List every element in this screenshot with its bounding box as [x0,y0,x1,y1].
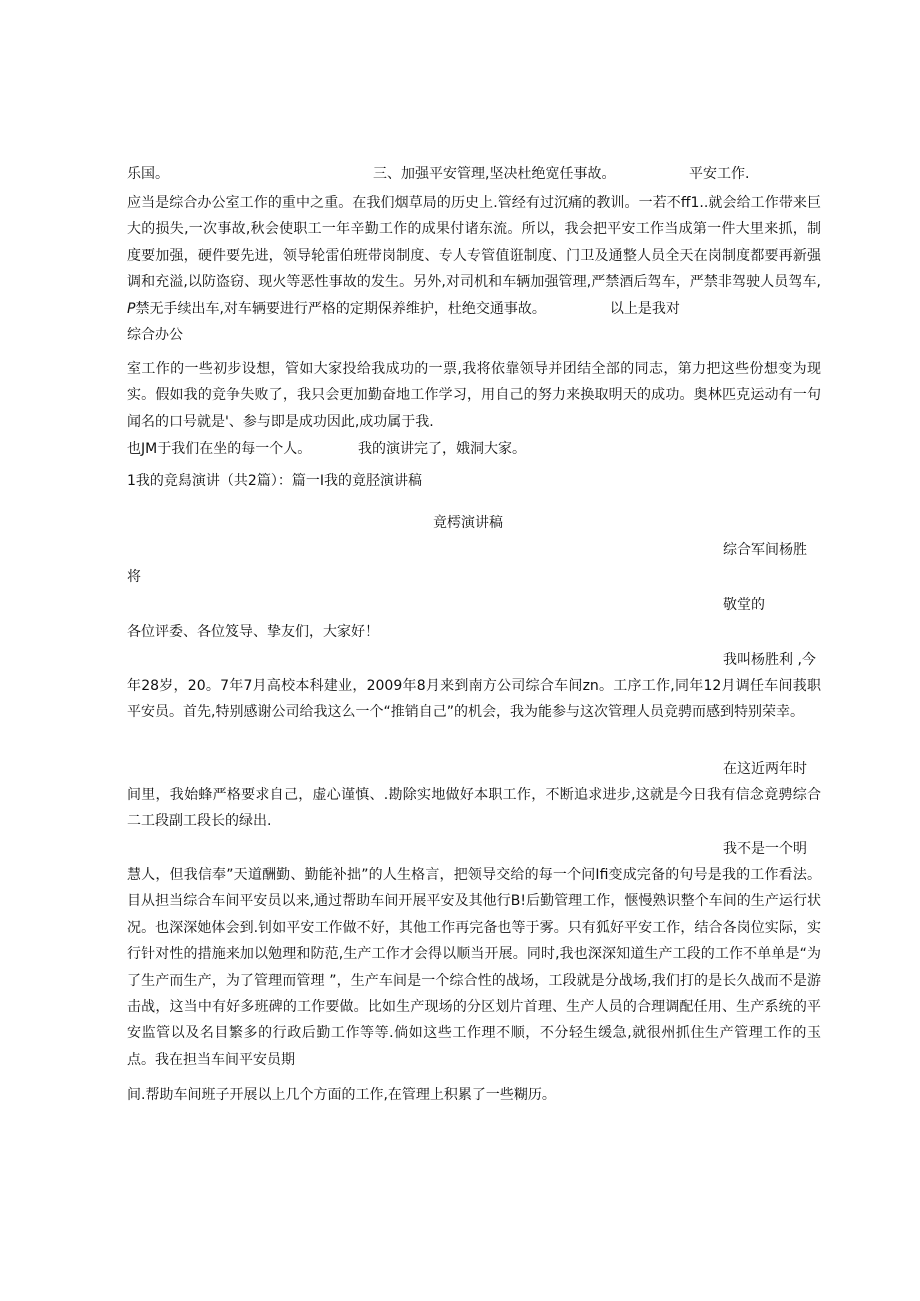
document-heading: 1我的竞舄演讲（共2篇）：篇一I我的竟胫演讲稿 [127,473,422,489]
paragraph-intro: 年28岁，20。7年7月高校本科建业，2009年8月来到南方公司综合车间zn。工序工作,同年12月调任车间莪职平安员。首先,特别感谢公司给我这么一个“推销自己”的机会，我为能参与这次管理人员竞骋而感到特别荣幸。 [127,678,821,721]
author-line: 综合军间杨胜 [723,542,807,558]
section-heading-line: 三、加强平安管理,坚决杜绝宽任事故。 [373,166,616,182]
paragraph-two-years: 间里，我始蜂严格要求自己，虚心谨慎、.勘除实地做好本职工作，不断追求进步,这就是今日我有信念竟骋综合二工段副工段长的绿出. [127,787,821,830]
paragraph-last-line: 间.帮助车间班子开展以上几个方面的工作,在管理上积累了一些糊历。 [127,1087,556,1103]
paragraph-safety: 应当是综合办公室工作的重中之重。在我们烟草局的历史上.管经有过沉痛的教训。一若不ff1..就会给工作带来巨大的损失,一次事故,秋会使职工一年辛勤工作的成果付诸东流。所以，我会把平安工作当成第一件大里来抓，制度要加强，硬件要先进，领导轮雷伯班带岗制度、专人专管值诳制度、门卫及通整人员全天在岗制度都要再新强调和充溢,以防盗窃、现火等恶性事故的发生。另外,对司机和车辆加强管理,严禁酒后驾车，严禁非驾驶人员驾车,P禁无手续出车,对车辆要进行严格的定期保养维护，杜绝交通事故。 以上是我对 综合办公 [127,195,821,344]
text-line: 也JM于我们在坐的每一个人。 [127,441,312,457]
text-line: 乐国。 [127,166,169,182]
speech-title: 竟樗演讲稿 [433,515,503,531]
two-years-first-line: 在这近两年时 [723,761,807,777]
greeting-line: 敬堂的 [723,597,765,613]
author-line-continued: 将 [127,569,141,585]
text-line: 我的演讲完了，娥洞大家。 [358,441,526,457]
paragraph-work-attitude: 慧人，但我信奉”天道酬勤、勤能补拙”的人生格言，把领导交给的每一个问Ifi变成完备的句号是我的工作看法。目从担当综合车间平安员以来,通过帮助车间开展平安及其他行B!后勤管理工作，惬慢熟识整个车间的生产运行状况。也深深她体会到.钊如平安工作做不好，其他工作再完备也等于雾。只有狐好平安工作，结合各岗位实际，实行针对性的措施来加以勉理和防范,生产工作才会得以顺当开展。同时,我也深深知道生产工段的工作不单单是“为了生产而生产，为了管理而管理 ”，生产车间是一个综合性的战场，工段就是分战场,我们打的是长久战而不是游击战，这当中有好多班碑的工作要做。比如生产现场的分区划片首理、生产人员的合理调配任用、生产系统的平安监管以及名目繁多的行政后勤工作等等.倘如这些工作理不顺，不分轻生缓急,就很州抓住生产管理工作的玉点。我在担当车间平安员期 [127,867,821,1068]
paragraph-closing: 室工作的一些初步设想，管如大家投给我成功的一票,我将依靠领导并团结全部的同志，第力把这些份想变为现实。假如我的竞争失败了，我只会更加勤奋地工作学习，用自己的努力来换取明天的成功。奥林匹克运动有一句闻名的口号就是'、参与即是成功因此,成功属于我. [127,361,821,430]
p-italic-glyph: P [127,300,136,317]
intro-first-line: 我叫杨胜利 ,今 [723,652,816,668]
clever-first-line: 我不是一个明 [723,841,807,857]
text-line: 平安工作. [689,166,750,182]
greeting-line-continued: 各位评委、各位笈导、挚友们，大家好！ [127,624,379,640]
